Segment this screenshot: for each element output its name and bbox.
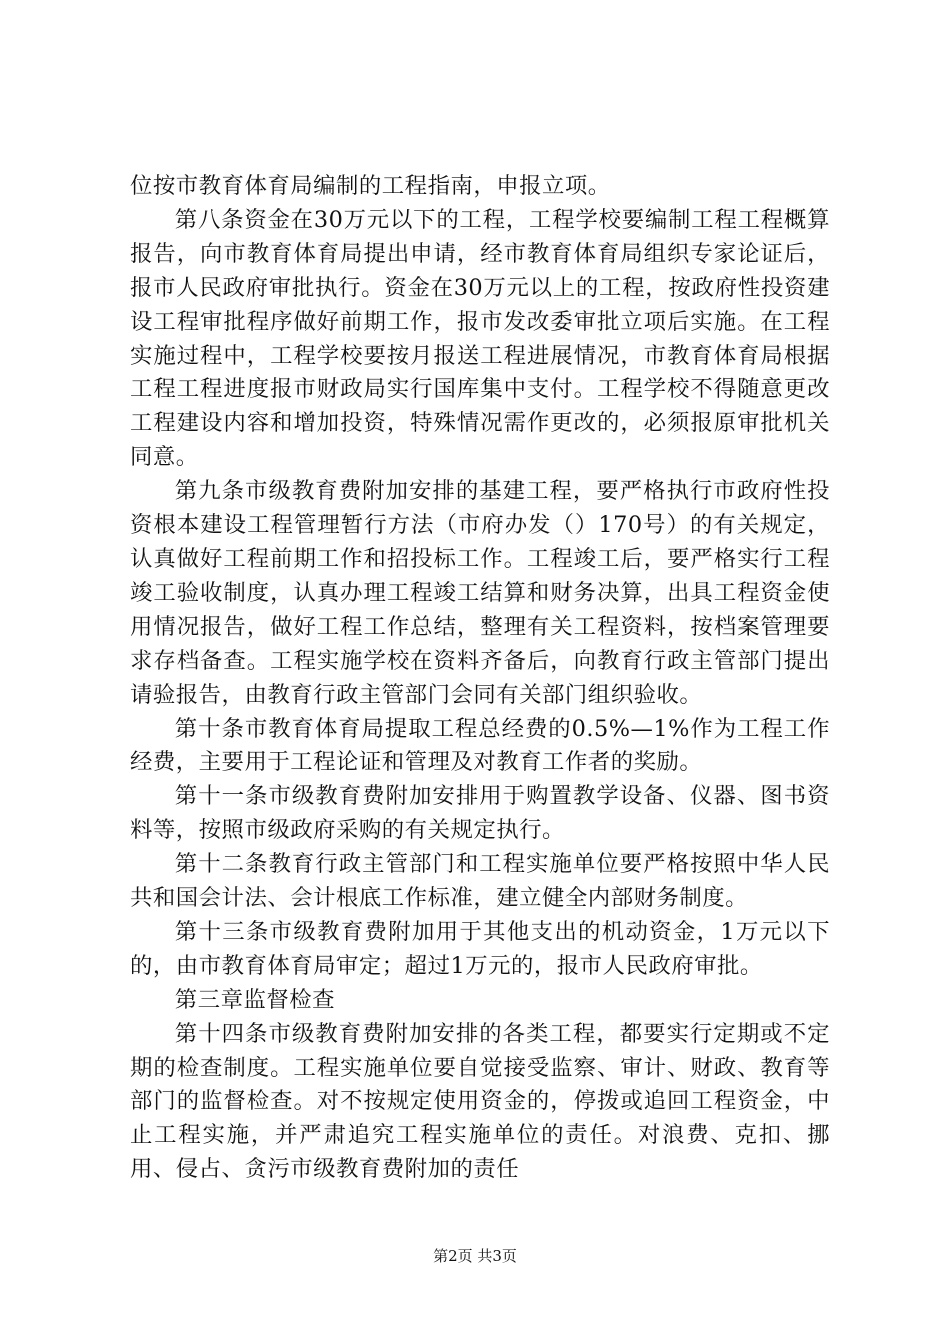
chapter-heading: 第三章监督检查 xyxy=(174,986,336,1013)
document-body xyxy=(130,170,830,1187)
paragraph-article-11: 第十一条市级教育费附加安排用于购置教学设备、仪器、图书资料等，按照市级政府采购的有关规定执行。 xyxy=(130,783,830,844)
paragraph-article-9: 第九条市级教育费附加安排的基建工程，要严格执行市政府性投资根本建设工程管理暂行方法（市府办发（）170号）的有关规定，认真做好工程前期工作和招投标工作。工程竣工后，要严格实行工程竣工验收制度，认真办理工程竣工结算和财务决算，出具工程资金使用情况报告，做好工程工作总结，整理有关工程资料，按档案管理要求存档备查。工程实施学校在资料齐备后，向教育行政主管部门提出请验报告，由教育行政主管部门会同有关部门组织验收。 xyxy=(130,478,830,708)
paragraph-article-8: 第八条资金在30万元以下的工程，工程学校要编制工程工程概算报告，向市教育体育局提出申请，经市教育体育局组织专家论证后，报市人民政府审批执行。资金在30万元以上的工程，按政府性投资建设工程审批程序做好前期工作，报市发改委审批立项后实施。在工程实施过程中，工程学校要按月报送工程进展情况，市教育体育局根据工程工程进度报市财政局实行国库集中支付。工程学校不得随意更改工程建设内容和增加投资，特殊情况需作更改的，必须报原审批机关同意。 xyxy=(130,206,830,471)
paragraph-article-13: 第十三条市级教育费附加用于其他支出的机动资金，1万元以下的，由市教育体育局审定；超过1万元的，报市人民政府审批。 xyxy=(130,918,830,979)
paragraph-article-14: 第十四条市级教育费附加安排的各类工程，都要实行定期或不定期的检查制度。工程实施单位要自觉接受监察、审计、财政、教育等部门的监督检查。对不按规定使用资金的，停拨或追回工程资金，中止工程实施，并严肃追究工程实施单位的责任。对浪费、克扣、挪用、侵占、贪污市级教育费附加的责任 xyxy=(130,1020,830,1183)
paragraph-1: 位按市教育体育局编制的工程指南，申报立项。 xyxy=(130,173,611,199)
paragraph-article-10: 第十条市教育体育局提取工程总经费的0.5%—1%作为工程工作经费，主要用于工程论证和管理及对教育工作者的奖励。 xyxy=(130,715,830,776)
page-footer: 第2页 共3页 xyxy=(433,1247,517,1265)
paragraph-article-12: 第十二条教育行政主管部门和工程实施单位要严格按照中华人民共和国会计法、会计根底工作标准，建立健全内部财务制度。 xyxy=(130,851,830,912)
